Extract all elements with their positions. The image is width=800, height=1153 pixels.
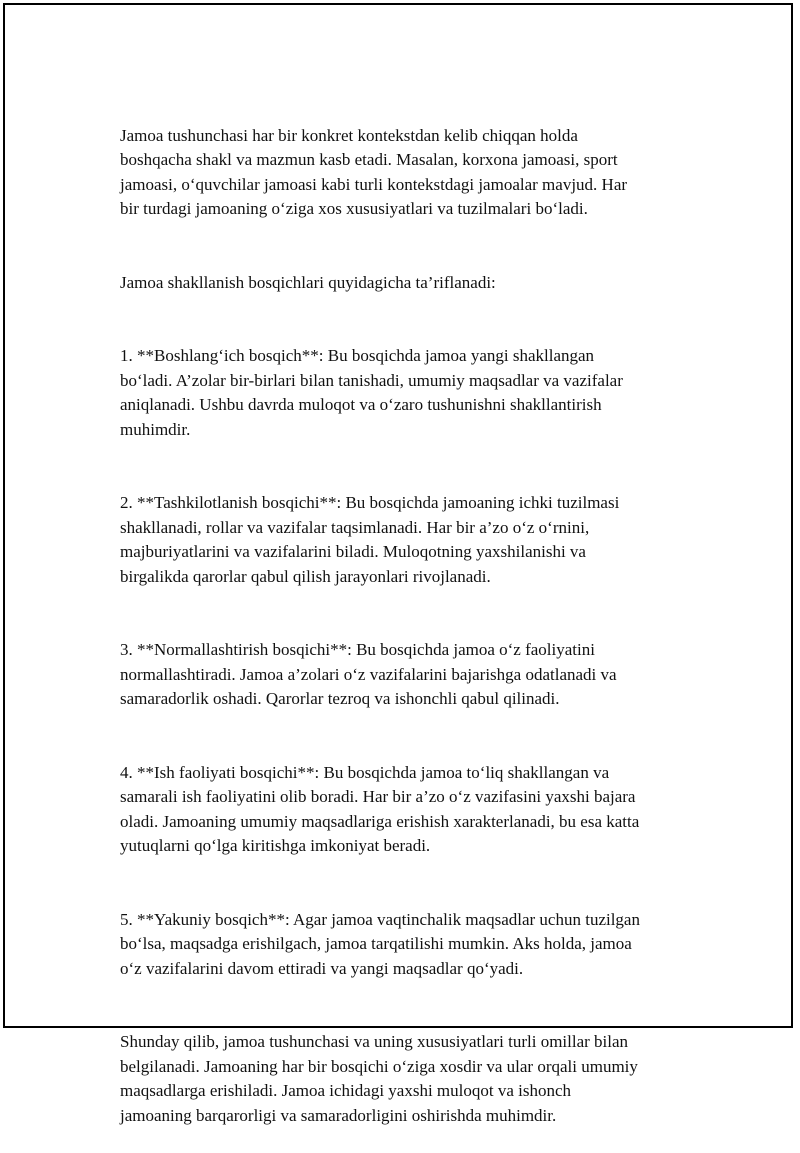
paragraph-conclusion: Shunday qilib, jamoa tushunchasi va uning xususiyatlari turli omillar bilan belgilanadi. Jamoaning har bir bosqichi o‘ziga xosdir va ular orqali umumiy maqsadlarga erishiladi. Jamoa ichidagi yaxshi muloqot va ishonch jamoaning barqarorligi va samaradorligini oshirishda muhimdir.	[120, 1032, 638, 1125]
paragraph-stages-heading: Jamoa shakllanish bosqichlari quyidagicha ta’riflanadi:	[120, 272, 496, 292]
paragraph-stage-4: 4. **Ish faoliyati bosqichi**: Bu bosqichda jamoa to‘liq shakllangan va samarali ish faoliyatini olib boradi. Har bir a’zo o‘z vazifasini yaxshi bajara oladi. Jamoaning umumiy maqsadlariga erishish xarakterlanadi, bu esa katta yutuqlarni qo‘lga kiritishga imkoniyat beradi.	[120, 762, 640, 855]
document-body	[120, 99, 700, 1153]
paragraph-stage-1: 1. **Boshlang‘ich bosqich**: Bu bosqichda jamoa yangi shakllangan bo‘ladi. A’zolar bir-birlari bilan tanishadi, umumiy maqsadlar va vazifalar aniqlanadi. Ushbu davrda muloqot va o‘zaro tushunishni shakllantirish muhimdir.	[120, 346, 623, 439]
page-frame	[3, 3, 793, 1125]
paragraph-stage-2: 2. **Tashkilotlanish bosqichi**: Bu bosqichda jamoaning ichki tuzilmasi shakllanadi, rollar va vazifalar taqsimlanadi. Har bir a’zo o‘z o‘rnini, majburiyatlarini va vazifalarini biladi. Muloqotning yaxshilanishi va birgalikda qarorlar qabul qilish jarayonlari rivojlanadi.	[120, 493, 620, 586]
paragraph-stage-3: 3. **Normallashtirish bosqichi**: Bu bosqichda jamoa o‘z faoliyatini normallashtiradi. Jamoa a’zolari o‘z vazifalarini bajarishga odatlanadi va samaradorlik oshadi. Qarorlar tezroq va ishonchli qabul qilinadi.	[120, 640, 617, 708]
paragraph-intro: Jamoa tushunchasi har bir konkret kontekstdan kelib chiqqan holda boshqacha shakl va mazmun kasb etadi. Masalan, korxona jamoasi, sport jamoasi, o‘quvchilar jamoasi kabi turli kontekstdagi jamoalar mavjud. Har bir turdagi jamoaning o‘ziga xos xususiyatlari va tuzilmalari bo‘ladi.	[120, 125, 628, 218]
paragraph-stage-5: 5. **Yakuniy bosqich**: Agar jamoa vaqtinchalik maqsadlar uchun tuzilgan bo‘lsa, maqsadga erishilgach, jamoa tarqatilishi mumkin. Aks holda, jamoa o‘z vazifalarini davom ettiradi va yangi maqsadlar qo‘yadi.	[120, 909, 640, 978]
